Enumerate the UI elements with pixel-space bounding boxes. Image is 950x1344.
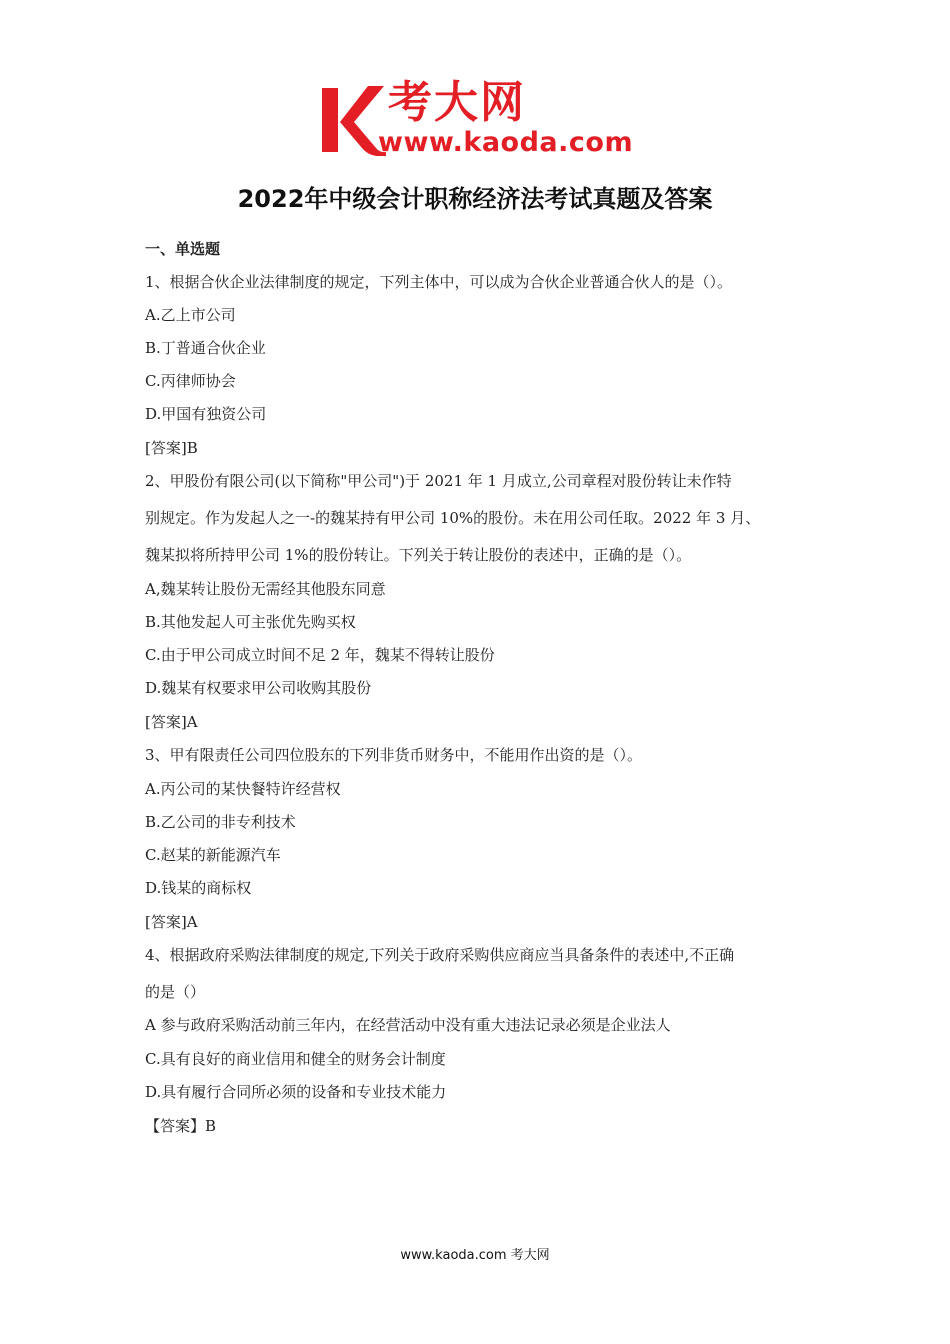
- document-title: 2022年中级会计职称经济法考试真题及答案: [237, 185, 713, 213]
- question-3-stem: 3、甲有限责任公司四位股东的下列非货币财务中，不能用作出资的是（）。: [145, 746, 643, 764]
- question-2-option-d: D.魏某有权要求甲公司收购其股份: [145, 679, 372, 697]
- question-4-option-c: C.具有良好的商业信用和健全的财务会计制度: [145, 1050, 446, 1068]
- question-3-option-d: D.钱某的商标权: [145, 879, 252, 897]
- question-3-answer: [答案]A: [145, 913, 198, 931]
- question-3-option-a: A.丙公司的某快餐特许经营权: [145, 780, 341, 798]
- question-1-option-d: D.甲国有独资公司: [145, 405, 267, 423]
- question-3-option-c: C.赵某的新能源汽车: [145, 846, 281, 864]
- question-1-option-c: C.丙律师协会: [145, 372, 236, 390]
- question-4-option-a: A 参与政府采购活动前三年内，在经营活动中没有重大违法记录必须是企业法人: [145, 1016, 671, 1034]
- logo-url-text: www.kaoda.com: [378, 127, 634, 158]
- question-4-answer: 【答案】B: [145, 1117, 217, 1135]
- section-heading: 一、单选题: [145, 240, 221, 258]
- page-footer: www.kaoda.com 考大网: [400, 1248, 550, 1263]
- question-2-option-a: A,魏某转让股份无需经其他股东同意: [145, 580, 386, 598]
- question-4-stem-line-1: 4、根据政府采购法律制度的规定,下列关于政府采购供应商应当具备条件的表述中,不正确: [145, 946, 735, 964]
- question-2-stem-line-2: 别规定。作为发起人之一-的魏某持有甲公司 10%的股份。未在用公司任取。2022 年 3 月、: [145, 509, 761, 527]
- question-2-option-b: B.其他发起人可主张优先购买权: [145, 613, 356, 631]
- question-3-option-b: B.乙公司的非专利技术: [145, 813, 296, 831]
- question-1-option-b: B.丁普通合伙企业: [145, 339, 266, 357]
- question-4-stem-line-2: 的是（）: [145, 983, 206, 1001]
- question-2-answer: [答案]A: [145, 713, 198, 731]
- question-4-option-d: D.具有履行合同所必须的设备和专业技术能力: [145, 1083, 447, 1101]
- question-1-option-a: A.乙上市公司: [145, 306, 236, 324]
- logo-brand-text: 考大网: [388, 77, 526, 128]
- kaoda-logo: [318, 78, 638, 160]
- question-2-stem-line-1: 2、甲股份有限公司(以下简称"甲公司")于 2021 年 1 月成立,公司章程对股份转让未作特: [145, 472, 732, 490]
- question-2-stem-line-3: 魏某拟将所持甲公司 1%的股份转让。下列关于转让股份的表述中，正确的是（）。: [145, 546, 692, 564]
- question-1-answer: [答案]B: [145, 439, 198, 457]
- question-1-stem: 1、根据合伙企业法律制度的规定，下列主体中，可以成为合伙企业普通合伙人的是（）。: [145, 273, 733, 291]
- question-2-option-c: C.由于甲公司成立时间不足 2 年，魏某不得转让股份: [145, 646, 495, 664]
